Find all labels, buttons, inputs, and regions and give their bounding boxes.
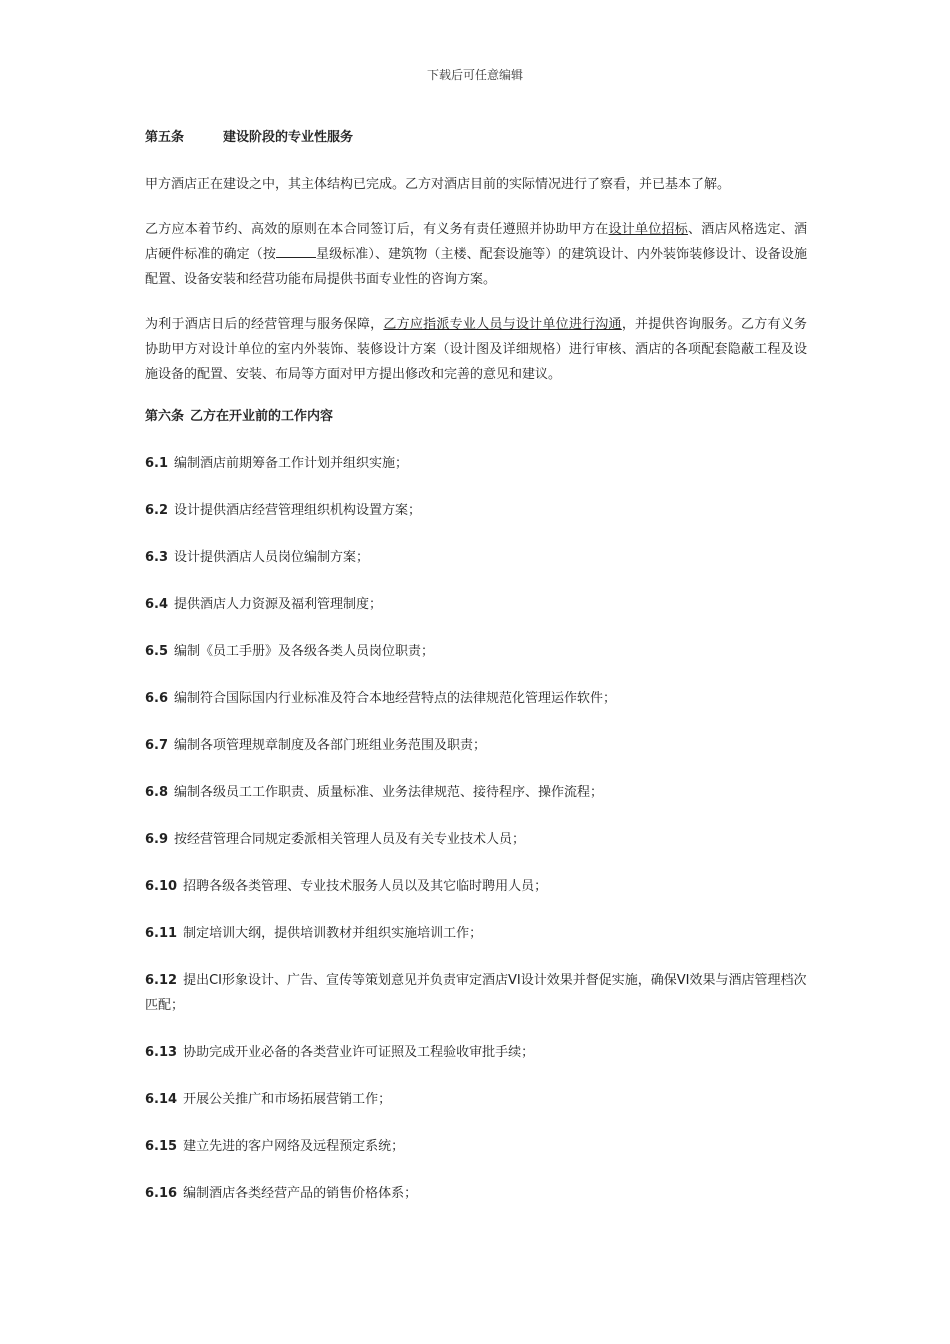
text-run: ，并提供咨询服务。乙方有义务协助甲方对设计单位的室内外装饰、装修设计方案（设计图及详细规格）进行审核、酒店的各项配套隐蔽工程及设施设备的配置、安装、布局等方面对甲方提出修改和完善的意见和建议。 xyxy=(145,317,807,382)
item-text: 编制酒店前期筹备工作计划并组织实施； xyxy=(174,456,409,471)
item-text: 设计提供酒店人员岗位编制方案； xyxy=(174,550,370,565)
item-text: 制定培训大纲，提供培训教材并组织实施培训工作； xyxy=(183,926,483,941)
text-run: 乙方应本着节约、高效的原则在本合同签订后，有义务有责任遵照并协助甲方在 xyxy=(145,222,609,237)
item-number: 6.12 xyxy=(145,973,178,988)
item-number: 6.10 xyxy=(145,879,178,894)
list-item xyxy=(145,451,807,476)
list-item xyxy=(145,545,807,570)
list-item xyxy=(145,1087,807,1112)
item-text: 编制酒店各类经营产品的销售价格体系； xyxy=(183,1186,418,1201)
section-5-paragraph-2 xyxy=(145,217,807,292)
item-number: 6.13 xyxy=(145,1045,178,1060)
text-run: 星级标准）、建筑物（主楼、配套设施等）的建筑设计、内外装饰装修设计、设备设施配置、设备安装和经营功能布局提供书面专业性的咨询方案。 xyxy=(145,247,807,287)
item-number: 6.2 xyxy=(145,503,169,518)
section-6-number: 第六条 xyxy=(145,409,185,424)
item-text: 开展公关推广和市场拓展营销工作； xyxy=(183,1092,392,1107)
item-number: 6.7 xyxy=(145,738,169,753)
section-6-title: 乙方在开业前的工作内容 xyxy=(190,409,334,424)
item-text: 按经营管理合同规定委派相关管理人员及有关专业技术人员； xyxy=(174,832,526,847)
list-item xyxy=(145,1181,807,1206)
item-number: 6.11 xyxy=(145,926,178,941)
item-number: 6.14 xyxy=(145,1092,178,1107)
list-item xyxy=(145,1040,807,1065)
list-item xyxy=(145,874,807,899)
list-item xyxy=(145,592,807,617)
item-number: 6.6 xyxy=(145,691,169,706)
item-text: 建立先进的客户网络及远程预定系统； xyxy=(183,1139,405,1154)
underlined-text: 设计单位招标 xyxy=(608,222,689,237)
list-item xyxy=(145,498,807,523)
list-item xyxy=(145,780,807,805)
section-5-title: 建设阶段的专业性服务 xyxy=(223,130,354,145)
list-item xyxy=(145,733,807,758)
item-text: 设计提供酒店经营管理组织机构设置方案； xyxy=(174,503,422,518)
item-text: 协助完成开业必备的各类营业许可证照及工程验收审批手续； xyxy=(183,1045,535,1060)
item-number: 6.8 xyxy=(145,785,169,800)
list-item xyxy=(145,968,807,1018)
item-number: 6.16 xyxy=(145,1186,178,1201)
section-5-paragraph-3 xyxy=(145,312,807,387)
item-number: 6.15 xyxy=(145,1139,178,1154)
list-item xyxy=(145,686,807,711)
item-number: 6.3 xyxy=(145,550,169,565)
text-run: 为利于酒店日后的经营管理与服务保障， xyxy=(145,317,384,332)
item-text: 提出CI形象设计、广告、宣传等策划意见并负责审定酒店VI设计效果并督促实施，确保VI效果与酒店管理档次匹配； xyxy=(145,973,807,1013)
section-6-heading xyxy=(145,407,807,427)
document-body xyxy=(145,128,807,1228)
item-text: 编制《员工手册》及各级各类人员岗位职责； xyxy=(174,644,435,659)
item-number: 6.5 xyxy=(145,644,169,659)
list-item xyxy=(145,921,807,946)
list-item xyxy=(145,639,807,664)
section-5-paragraph-1: 甲方酒店正在建设之中，其主体结构已完成。乙方对酒店目前的实际情况进行了察看，并已基本了解。 xyxy=(145,177,731,192)
item-text: 招聘各级各类管理、专业技术服务人员以及其它临时聘用人员； xyxy=(183,879,548,894)
page-header: 下载后可任意编辑 xyxy=(426,68,523,82)
item-text: 编制符合国际国内行业标准及符合本地经营特点的法律规范化管理运作软件； xyxy=(174,691,617,706)
item-text: 编制各项管理规章制度及各部门班组业务范围及职责； xyxy=(174,738,487,753)
section-5-heading xyxy=(145,128,807,148)
item-text: 提供酒店人力资源及福利管理制度； xyxy=(174,597,383,612)
item-number: 6.9 xyxy=(145,832,169,847)
item-text: 编制各级员工工作职责、质量标准、业务法律规范、接待程序、操作流程； xyxy=(174,785,604,800)
text-run: 、酒店风格选定、酒店硬件标准的确定（按 xyxy=(145,222,807,262)
fill-in-blank xyxy=(276,243,316,258)
list-item xyxy=(145,1134,807,1159)
section-5-number: 第五条 xyxy=(145,130,185,145)
item-number: 6.4 xyxy=(145,597,169,612)
item-number: 6.1 xyxy=(145,456,169,471)
list-item xyxy=(145,827,807,852)
underlined-text: 乙方应指派专业人员与设计单位进行沟通 xyxy=(383,317,622,332)
section-6-item-list xyxy=(145,451,807,1206)
